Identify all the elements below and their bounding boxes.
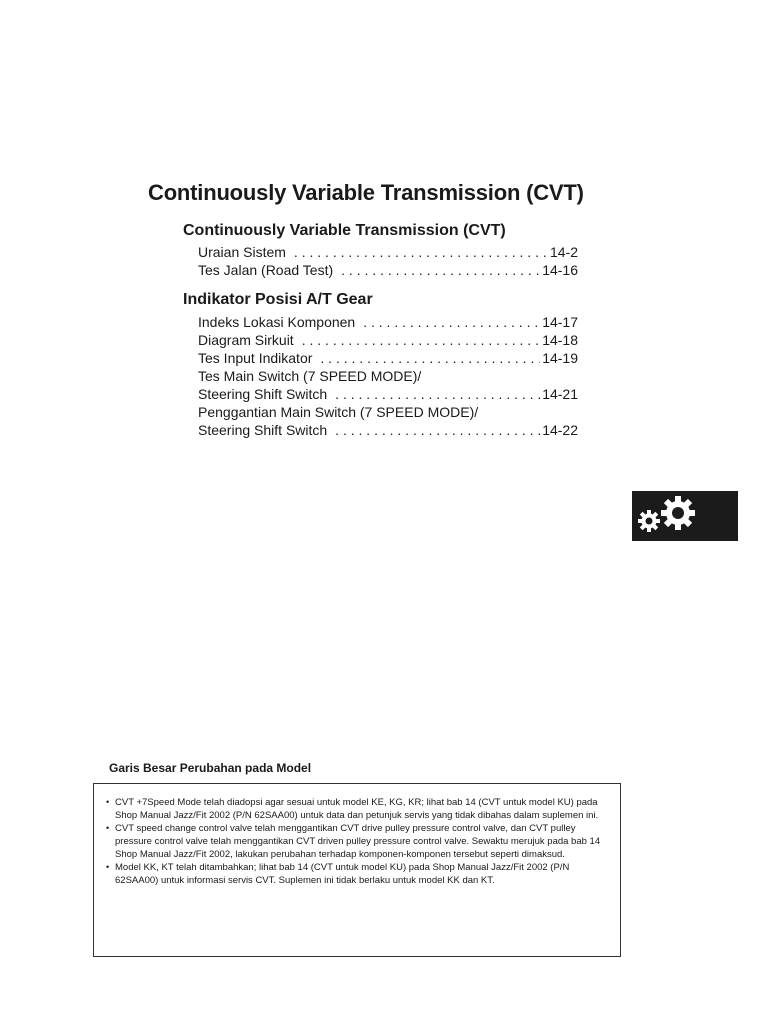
dot-leader [302, 331, 540, 349]
changes-item: • Model KK, KT telah ditambahkan; lihat bab 14 (CVT untuk model KU) pada Shop Manual Jazz/Fit 2002 (P/N 62SAA00) untuk informasi servis CVT. Suplemen ini tidak berlaku untuk model KK dan KT. [106, 861, 612, 887]
toc-entry-label: Steering Shift Switch [198, 422, 328, 438]
toc-entry[interactable] [198, 243, 578, 261]
toc-entry-page: 14-2 [549, 244, 578, 260]
dot-leader [294, 243, 548, 261]
changes-item: • CVT +7Speed Mode telah diadopsi agar sesuai untuk model KE, KG, KR; lihat bab 14 (CVT untuk model KU) pada Shop Manual Jazz/Fit 2002 (P/N 62SAA00) untuk data dan petunjuk servis yang tidak dibahas dalam suplemen ini. [106, 796, 612, 822]
dot-leader [341, 261, 540, 279]
changes-box [93, 783, 621, 957]
page-title: Continuously Variable Transmission (CVT) [148, 180, 584, 205]
toc-list-indikator [198, 313, 578, 439]
toc-entry-label: Penggantian Main Switch (7 SPEED MODE)/ [198, 404, 479, 420]
toc-entry-label: Indeks Lokasi Komponen [198, 314, 356, 330]
toc-entry[interactable] [198, 349, 578, 367]
toc-entry-label: Tes Jalan (Road Test) [198, 262, 334, 278]
toc-entry-continued[interactable] [198, 403, 578, 421]
section-title-indikator: Indikator Posisi A/T Gear [183, 291, 373, 308]
toc-entry[interactable] [198, 421, 578, 439]
toc-entry-page: 14-16 [542, 262, 578, 278]
toc-entry-page: 14-17 [542, 314, 578, 330]
toc-entry[interactable] [198, 331, 578, 349]
toc-list-cvt [198, 243, 578, 279]
toc-entry-label: Tes Input Indikator [198, 350, 313, 366]
toc-entry-page: 14-21 [542, 386, 578, 402]
toc-entry-page: 14-19 [542, 350, 578, 366]
toc-entry[interactable] [198, 385, 578, 403]
gears-icon [632, 491, 738, 541]
toc-entry[interactable] [198, 313, 578, 331]
changes-heading: Garis Besar Perubahan pada Model [109, 761, 312, 775]
toc-entry-continued[interactable] [198, 367, 578, 385]
dot-leader [363, 313, 540, 331]
toc-entry-label: Tes Main Switch (7 SPEED MODE)/ [198, 368, 422, 384]
toc-entry-page: 14-18 [542, 332, 578, 348]
changes-list [94, 784, 620, 887]
dot-leader [320, 349, 540, 367]
toc-entry-label: Steering Shift Switch [198, 386, 328, 402]
toc-entry-label: Diagram Sirkuit [198, 332, 294, 348]
toc-entry-label: Uraian Sistem [198, 244, 286, 260]
dot-leader [335, 385, 540, 403]
section-title-cvt: Continuously Variable Transmission (CVT) [183, 222, 506, 239]
chapter-tab [632, 491, 738, 541]
changes-item: • CVT speed change control valve telah menggantikan CVT drive pulley pressure control valve, dan CVT pulley pressure control valve telah menggantikan CVT driven pulley pressure control valve. Sewaktu merujuk pada bab 14 Shop Manual Jazz/Fit 2002, lakukan perubahan terhadap komponen-komponen tersebut seperti dimaksud. [106, 822, 612, 861]
toc-entry[interactable] [198, 261, 578, 279]
toc-entry-page: 14-22 [542, 422, 578, 438]
dot-leader [335, 421, 540, 439]
